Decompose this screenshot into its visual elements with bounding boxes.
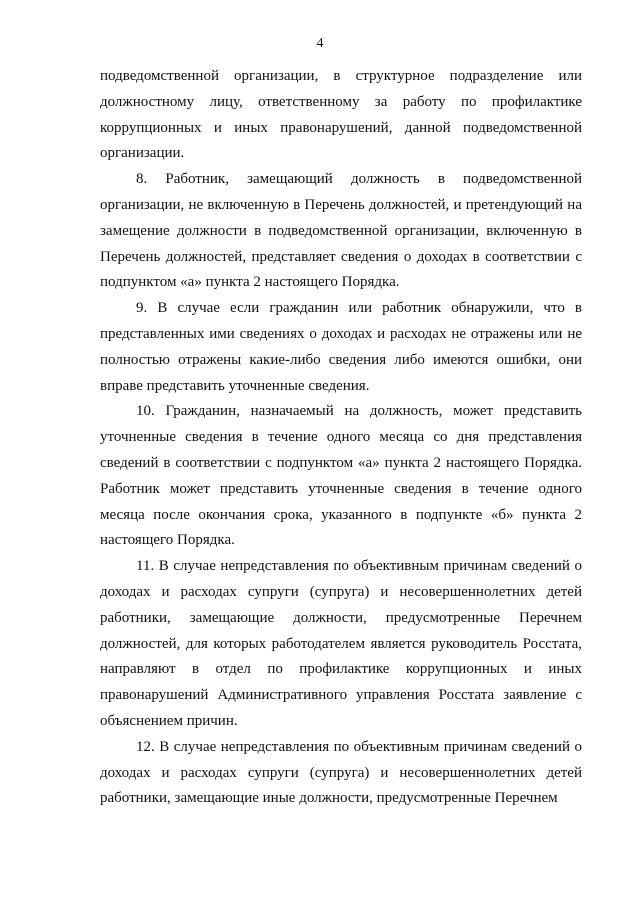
paragraph-9: 9. В случае если гражданин или работник обнаружили, что в представленных ими сведениях о доходах и расходах не отражены или не полностью отражены какие-либо сведения либо имеются ошибки, они вправе представить уточненные сведения. <box>100 300 582 394</box>
paragraph-continuation: подведомственной организации, в структурное подразделение или должностному лицу, ответственному за работу по профилактике коррупционных и иных правонарушений, данной подведомственной организации. <box>100 68 582 162</box>
paragraph-8: 8. Работник, замещающий должность в подведомственной организации, не включенную в Перечень должностей, и претендующий на замещение должности в подведомственной организации, включенную в Перечень должностей, представляет сведения о доходах в соответствии с подпунктом «а» пункта 2 настоящего Порядка. <box>100 171 582 291</box>
page-number: 4 <box>316 36 324 51</box>
paragraph-11: 11. В случае непредставления по объективным причинам сведений о доходах и расходах супруги (супруга) и несовершеннолетних детей работники, замещающие должности, предусмотренные Перечнем должностей, для которых работодателем является руководитель Росстата, направляют в отдел по профилактике коррупционных и иных правонарушений Административного управления Росстата заявление с объяснением причин. <box>100 558 582 729</box>
paragraph-12: 12. В случае непредставления по объективным причинам сведений о доходах и расходах супруги (супруга) и несовершеннолетних детей работники, замещающие иные должности, предусмотренные Перечнем <box>100 738 582 807</box>
document-body <box>100 64 582 812</box>
paragraph-10: 10. Гражданин, назначаемый на должность, может представить уточненные сведения в течение одного месяца со дня представления сведений в соответствии с подпунктом «а» пункта 2 настоящего Порядка. Работник может представить уточненные сведения в течение одного месяца после окончания срока, указанного в подпункте «б» пункта 2 настоящего Порядка. <box>100 403 582 549</box>
